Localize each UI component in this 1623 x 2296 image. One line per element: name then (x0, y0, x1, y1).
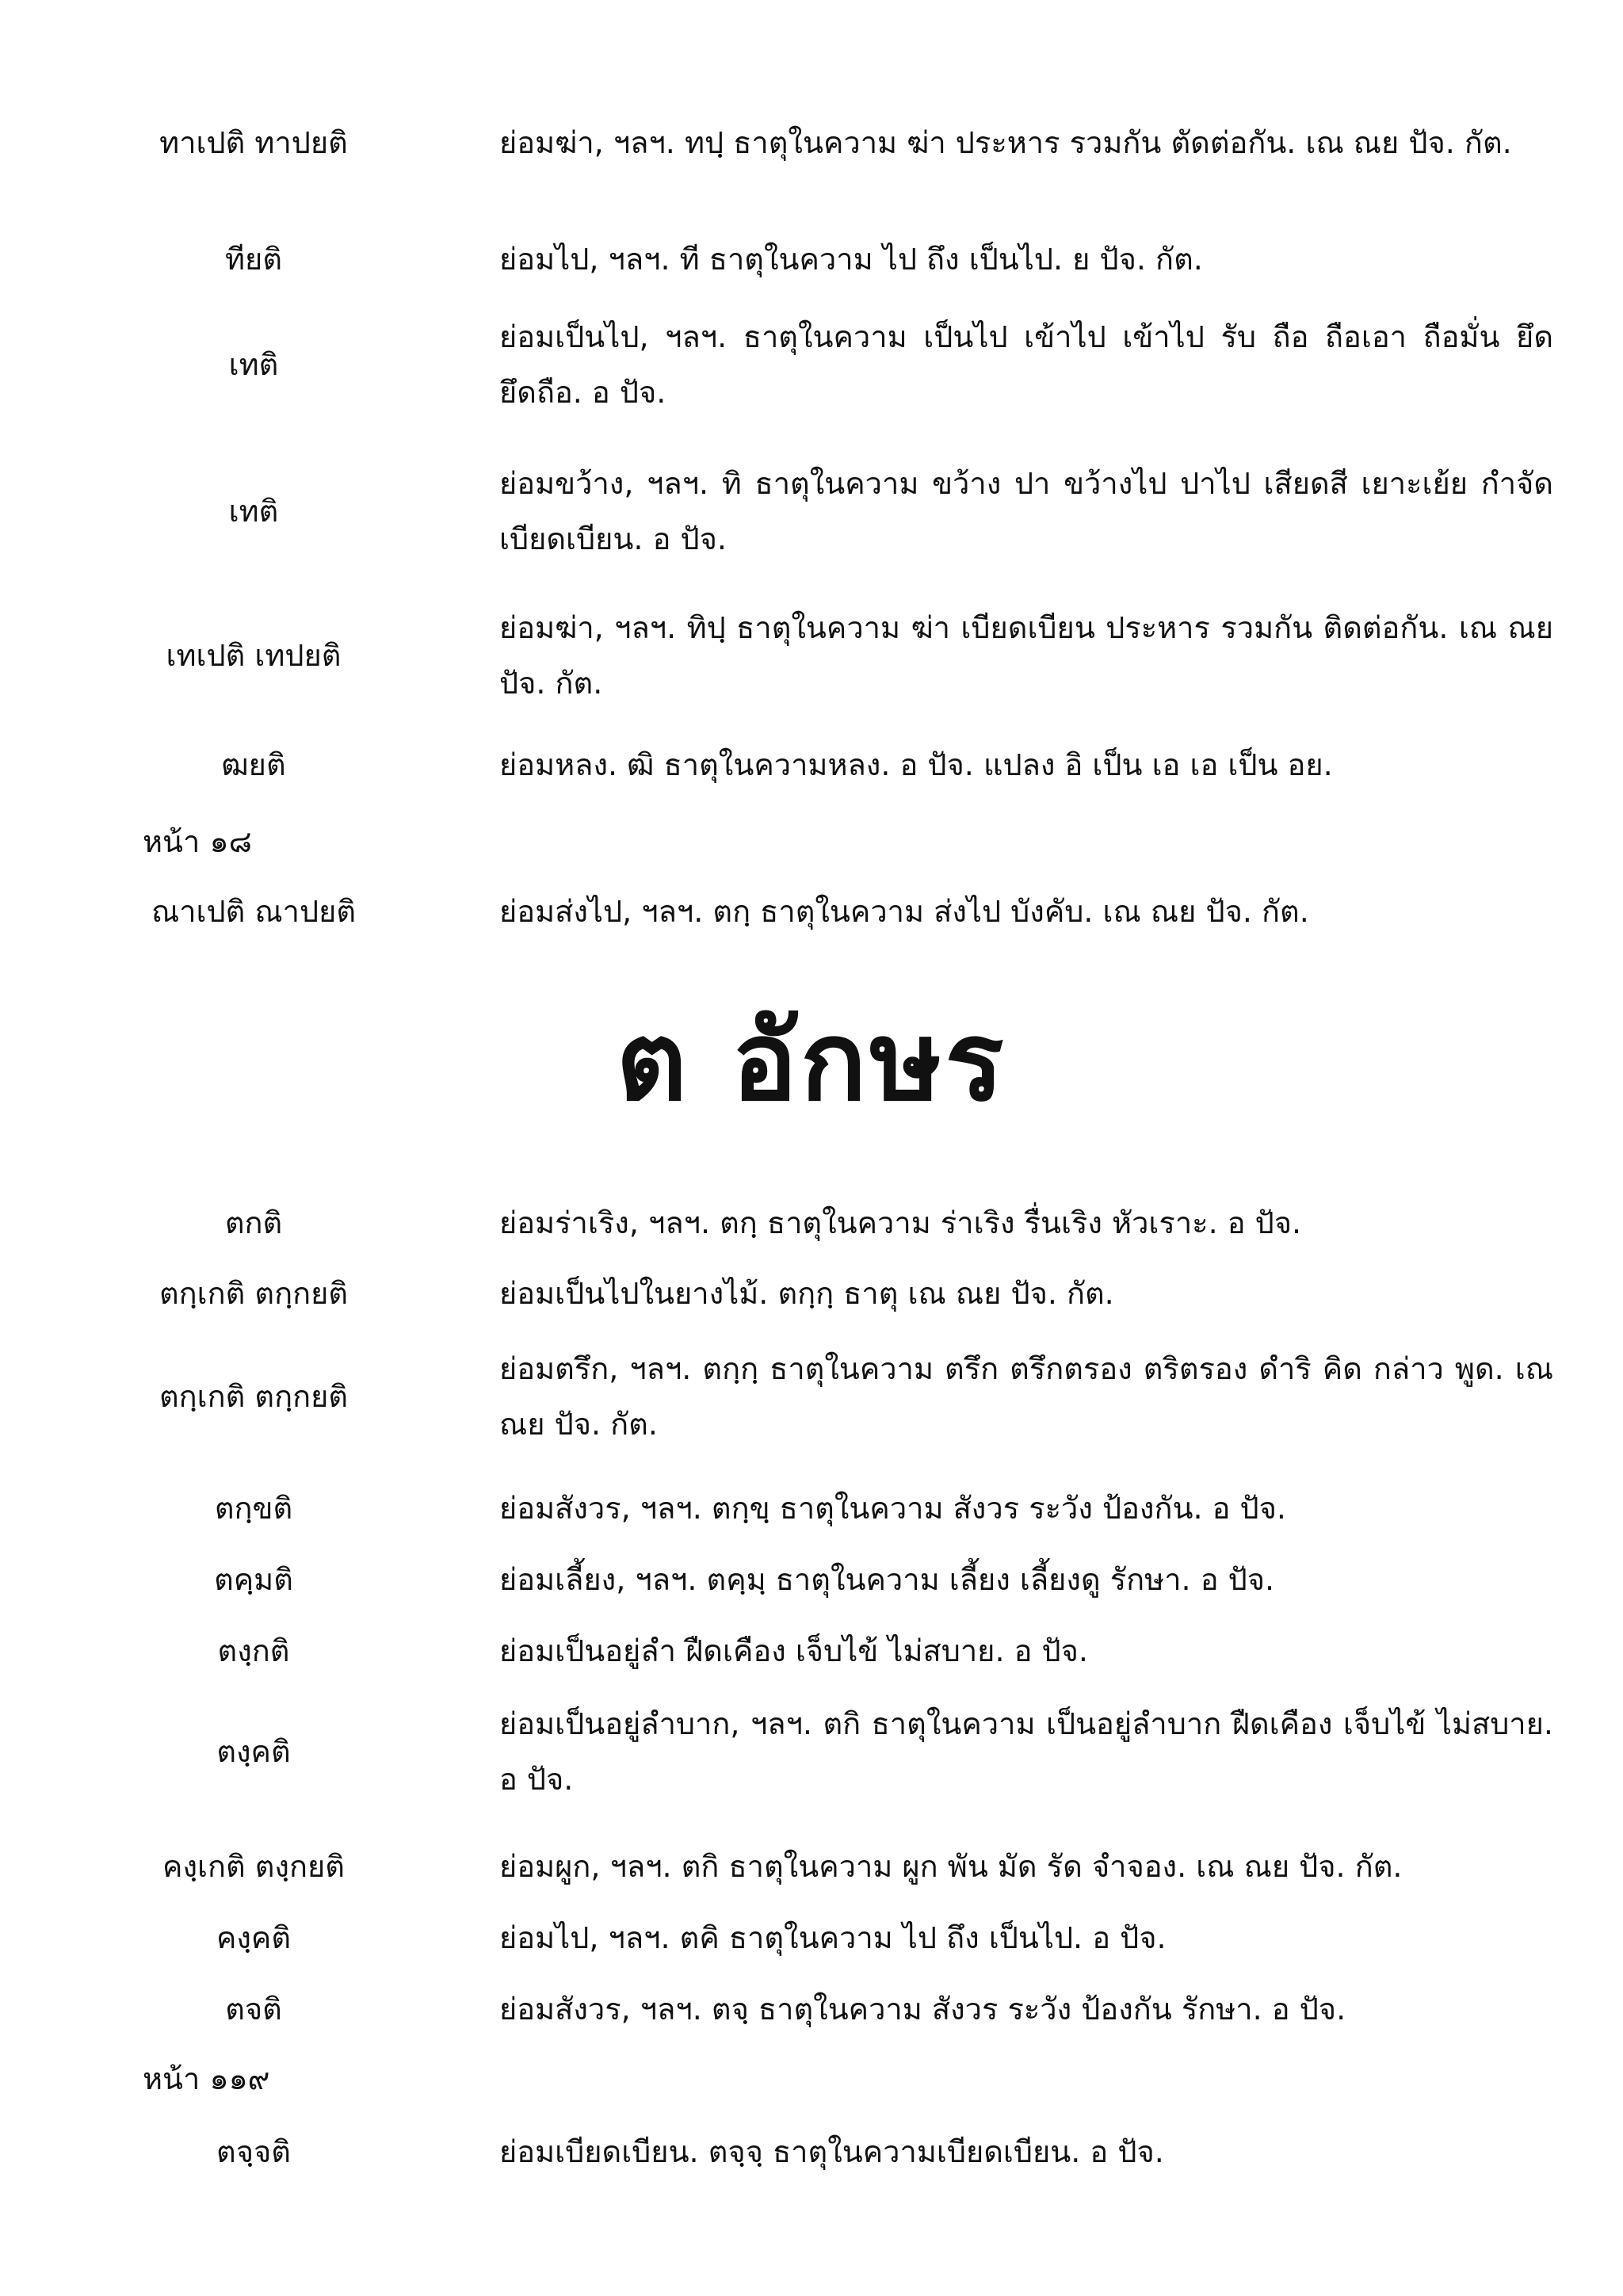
entry-term: ตคฺมติ (214, 1562, 293, 1597)
entry-definition: ย่อมฆ่า, ฯลฯ. ทปฺ ธาตุในความ ฆ่า ประหาร รวมกัน ตัดต่อกัน. เณ ณย ปัจ. กัต. (499, 125, 1512, 160)
section-heading: ต อักษร (616, 998, 1007, 1125)
entry-definition: ย่อมสังวร, ฯลฯ. ตจฺ ธาตุในความ สังวร ระวัง ป้องกัน รักษา. อ ปัจ. (499, 1992, 1346, 2027)
list-item (0, 309, 1623, 420)
list-item (0, 884, 1623, 939)
entry-term: ตกติ (224, 1205, 283, 1240)
entry-definition: ย่อมเป็นไปในยางไม้. ตกฺกฺ ธาตุ เณ ณย ปัจ. กัต. (499, 1276, 1114, 1311)
list-item (0, 1910, 1623, 1966)
list-item (0, 1195, 1623, 1251)
entry-term: เทติ (228, 494, 279, 529)
entry-definition: ย่อมเบียดเบียน. ตจฺจฺ ธาตุในความเบียดเบียน. อ ปัจ. (499, 2134, 1164, 2169)
entry-definition: ย่อมเลี้ยง, ฯลฯ. ตคฺมฺ ธาตุในความ เลี้ยง เลี้ยงดู รักษา. อ ปัจ. (499, 1562, 1275, 1597)
entry-term: เทเปติ เทปยติ (166, 638, 342, 673)
entry-definition: ย่อมขว้าง, ฯลฯ. ทิ ธาตุในความ ขว้าง ปา ขว้างไป ปาไป เสียดสี เยาะเย้ย กำจัด เบียดเบียน. อ ปัจ. (499, 466, 1553, 556)
entry-term: เทติ (228, 347, 279, 382)
list-item (0, 87, 1623, 198)
list-item (0, 1480, 1623, 1536)
list-item (0, 737, 1623, 793)
list-item (0, 2124, 1623, 2179)
list-item (0, 1552, 1623, 1607)
entry-definition: ย่อมส่งไป, ฯลฯ. ตกฺ ธาตุในความ ส่งไป บังคับ. เณ ณย ปัจ. กัต. (499, 894, 1309, 929)
entry-term: ตงฺคติ (216, 1734, 291, 1769)
list-item (0, 1839, 1623, 1894)
entry-definition: ย่อมสังวร, ฯลฯ. ตกฺขฺ ธาตุในความ สังวร ระวัง ป้องกัน. อ ปัจ. (499, 1491, 1286, 1526)
entry-definition: ย่อมไป, ฯลฯ. ตคิ ธาตุในความ ไป ถึง เป็นไป. อ ปัจ. (499, 1920, 1167, 1955)
page-number-label: หน้า ๑๑๙ (143, 2061, 270, 2096)
entry-definition: ย่อมผูก, ฯลฯ. ตกิ ธาตุในความ ผูก พัน มัด รัด จำจอง. เณ ณย ปัจ. กัต. (499, 1849, 1403, 1884)
entry-term: ฒยติ (221, 747, 286, 782)
list-item (0, 1981, 1623, 2037)
list-item (0, 1341, 1623, 1452)
list-item (0, 231, 1623, 287)
entry-definition: ย่อมฆ่า, ฯลฯ. ทิปฺ ธาตุในความ ฆ่า เบียดเบียน ประหาร รวมกัน ติดต่อกัน. เณ ณย ปัจ. กัต. (499, 610, 1553, 701)
list-item (0, 1696, 1623, 1807)
entry-term: ณาเปติ ณาปยติ (151, 894, 357, 929)
entry-definition: ย่อมเป็นอยู่ลำบาก, ฯลฯ. ตกิ ธาตุในความ เป็นอยู่ลำบาก ฝืดเคือง เจ็บไข้ ไม่สบาย. อ ปัจ. (499, 1706, 1553, 1797)
entry-term: ทาเปติ ทาปยติ (159, 125, 348, 160)
entry-definition: ย่อมเป็นไป, ฯลฯ. ธาตุในความ เป็นไป เข้าไป เข้าไป รับ ถือ ถือเอา ถือมั่น ยึด ยึดถือ. อ ปัจ. (499, 319, 1553, 410)
entry-definition: ย่อมไป, ฯลฯ. ที ธาตุในความ ไป ถึง เป็นไป. ย ปัจ. กัต. (499, 242, 1203, 277)
list-item (0, 456, 1623, 567)
entry-term: ตงฺกติ (217, 1633, 290, 1668)
list-item (0, 1266, 1623, 1321)
entry-term: ตจฺจติ (216, 2134, 291, 2169)
entry-term: ตจติ (225, 1992, 282, 2027)
list-item (0, 600, 1623, 711)
page-number-label: หน้า ๑๘ (143, 824, 252, 859)
entry-term: คงฺเกติ ตงฺกยติ (162, 1849, 345, 1884)
entry-definition: ย่อมเป็นอยู่ลำ ฝืดเคือง เจ็บไข้ ไม่สบาย. อ ปัจ. (499, 1633, 1088, 1668)
list-item (0, 1623, 1623, 1679)
entry-term: คงฺคติ (216, 1920, 292, 1955)
entry-term: ตกฺขติ (214, 1491, 293, 1526)
entry-definition: ย่อมร่าเริง, ฯลฯ. ตกฺ ธาตุในความ ร่าเริง รื่นเริง หัวเราะ. อ ปัจ. (499, 1205, 1302, 1240)
entry-definition: ย่อมหลง. ฒิ ธาตุในความหลง. อ ปัจ. แปลง อิ เป็น เอ เอ เป็น อย. (499, 747, 1333, 782)
entry-definition: ย่อมตรึก, ฯลฯ. ตกฺกฺ ธาตุในความ ตรึก ตรึกตรอง ตริตรอง ดำริ คิด กล่าว พูด. เณ ณย ปัจ. กัต. (499, 1351, 1553, 1442)
entry-term: ตกฺเกติ ตกฺกยติ (158, 1379, 349, 1414)
entry-term: ทียติ (225, 242, 282, 277)
entry-term: ตกฺเกติ ตกฺกยติ (158, 1276, 349, 1311)
